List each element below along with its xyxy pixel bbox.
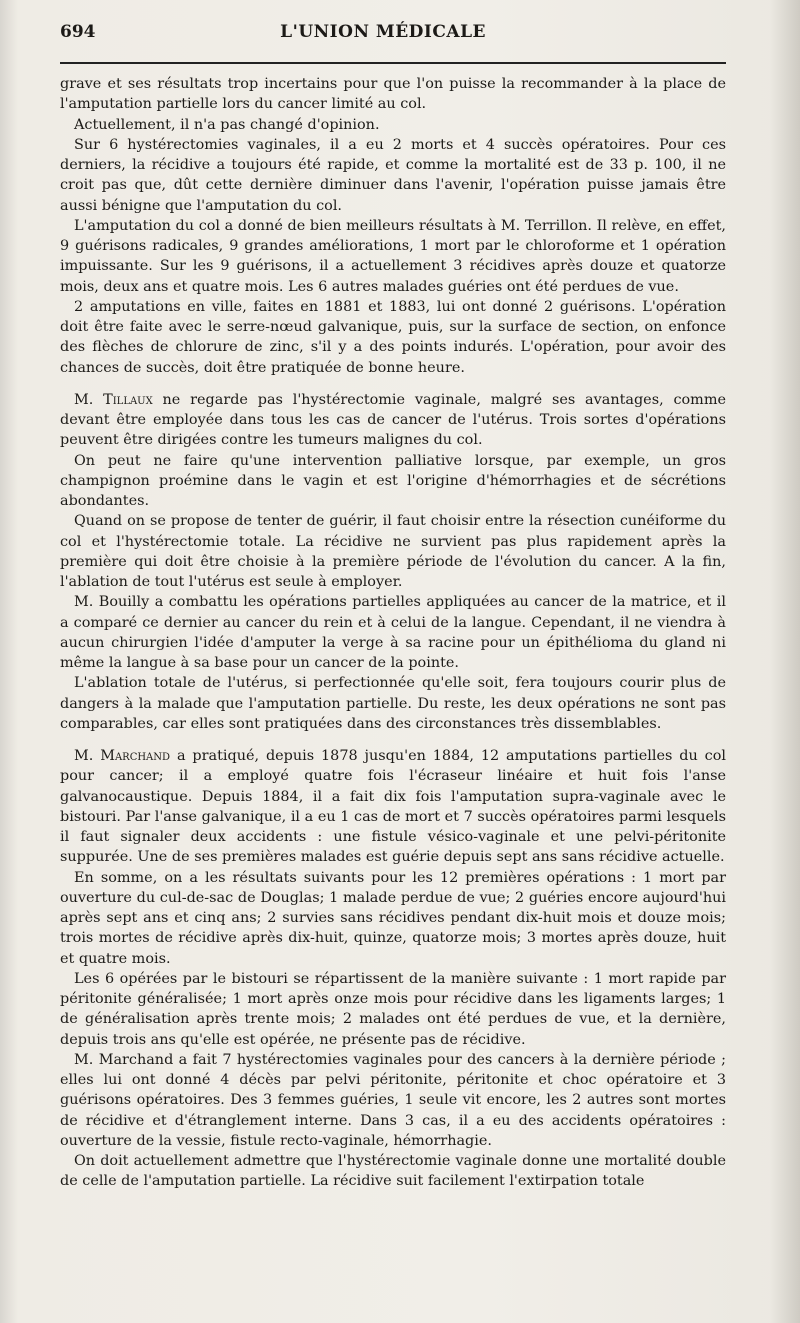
speaker-name: Tillaux: [103, 391, 153, 408]
journal-title: L'UNION MÉDICALE: [280, 22, 486, 42]
speaker-name: Marchand: [100, 748, 171, 764]
section-gap: [60, 734, 726, 746]
paragraph: Quand on se propose de tenter de guérir, il faut choisir entre la résection cunéiforme du col et l'hystérectomie totale. La récidive ne survient pas plus rapidement après la première qui doit être choisie à la première période de l'évolution du cancer. A la fin, l'ablation de tout l'utérus est seule à employer.: [60, 513, 726, 590]
running-header: [60, 22, 726, 58]
paragraph: On peut ne faire qu'une intervention palliative lorsque, par exemple, un gros champignon proémine dans le vagin et est l'origine d'hémorrhagies et de sécrétions abondantes.: [60, 452, 726, 509]
paragraph: M. Marchand a fait 7 hystérectomies vaginales pour des cancers à la dernière période ; elles lui ont donné 4 décès par pelvi péritonite, péritonite et choc opératoire et 3 guérisons opératoires. Des 3 femmes guéries, 1 seule vit encore, les 2 autres sont mortes de récidive et d'étranglement interne. Dans 3 cas, il a eu des accidents opératoires : ouverture de la vessie, fistule recto-vaginale, hémorrhagie.: [60, 1051, 726, 1149]
speaker-prefix: M.: [74, 391, 104, 408]
paragraph: Les 6 opérées par le bistouri se répartissent de la manière suivante : 1 mort rapide par péritonite généralisée; 1 mort après onze mois pour récidive dans les ligaments larges; 1 de généralisation après trente mois; 2 malades ont été perdues de vue, et la dernière, depuis trois ans qu'elle est opérée, ne présente pas de récidive.: [60, 970, 726, 1048]
speaker-prefix: M.: [74, 748, 101, 764]
paragraph: Sur 6 hystérectomies vaginales, il a eu 2 morts et 4 succès opératoires. Pour ces derniers, la récidive a toujours été rapide, et comme la mortalité est de 33 p. 100, il ne croit pas que, dût cette dernière diminuer dans l'avenir, l'opération puisse jamais être aussi bénigne que l'amputation du col.: [60, 136, 726, 214]
section-gap: [60, 378, 726, 390]
paragraph-text: a pratiqué, depuis 1878 jusqu'en 1884, 12 amputations partielles du col pour cancer; il a employé quatre fois l'écraseur linéaire et huit fois l'anse galvanocaustique. Depuis 1884, il a fait dix fois l'amputation supra-vaginale avec le bistouri. Par l'anse galvanique, il a eu 1 cas de mort et 7 succès opératoires parmi lesquels il faut signaler deux accidents : une fistule vésico-vaginale et une pelvi-péritonite suppurée. Une de ses premières malades est guérie depuis sept ans sans récidive actuelle.: [60, 748, 726, 866]
article-body: [60, 74, 726, 1192]
paragraph: Actuellement, il n'a pas changé d'opinion.: [74, 116, 380, 133]
header-rule: [60, 62, 726, 64]
paragraph: En somme, on a les résultats suivants pour les 12 premières opérations : 1 mort par ouverture du cul-de-sac de Douglas; 1 malade perdue de vue; 2 guéries encore aujourd'hui après sept ans et cinq ans; 2 survies sans récidives pendant dix-huit mois et douze mois; trois mortes de récidive après dix-huit, quinze, quatorze mois; 3 mortes après douze, huit et quatre mois.: [60, 869, 726, 967]
paragraph: M. Bouilly a combattu les opérations partielles appliquées au cancer de la matrice, et il a comparé ce dernier au cancer du rein et à celui de la langue. Cependant, il ne viendra à aucun chirurgien l'idée d'amputer la verge à sa racine pour un épithélioma du gland ni même la langue à sa base pour un cancer de la pointe.: [60, 594, 726, 671]
paragraph: [60, 390, 726, 451]
page-edge-shadow: [770, 0, 800, 1323]
paragraph-text: ne regarde pas l'hystérectomie vaginale, malgré ses avantages, comme devant être employée dans tous les cas de cancer de l'utérus. Trois sortes d'opérations peuvent être dirigées contre les tumeurs malignes du col.: [60, 391, 726, 449]
paragraph: On doit actuellement admettre que l'hystérectomie vaginale donne une mortalité double de celle de l'amputation partielle. La récidive suit facilement l'extirpation totale: [60, 1153, 726, 1190]
paragraph: L'ablation totale de l'utérus, si perfectionnée qu'elle soit, fera toujours courir plus de dangers à la malade que l'amputation partielle. Du reste, les deux opérations ne sont pas comparables, car elles sont pratiquées dans des circonstances très dissemblables.: [60, 675, 726, 732]
page-number: 694: [60, 22, 96, 42]
paragraph: L'amputation du col a donné de bien meilleurs résultats à M. Terrillon. Il relève, en effet, 9 guérisons radicales, 9 grandes améliorations, 1 mort par le chloroforme et 1 opération impuissante. Sur les 9 guérisons, il a actuellement 3 récidives après douze et quatorze mois, deux ans et quatre mois. Les 6 autres malades guéries ont été perdues de vue.: [60, 217, 726, 295]
paragraph: grave et ses résultats trop incertains pour que l'on puisse la recommander à la place de l'amputation partielle lors du cancer limité au col.: [60, 76, 726, 113]
paragraph: 2 amputations en ville, faites en 1881 et 1883, lui ont donné 2 guérisons. L'opération doit être faite avec le serre-nœud galvanique, puis, sur la surface de section, on enfonce des flèches de chlorure de zinc, s'il y a des points indurés. L'opération, pour avoir des chances de succès, doit être pratiquée de bonne heure.: [60, 298, 726, 376]
paragraph: [60, 746, 726, 868]
